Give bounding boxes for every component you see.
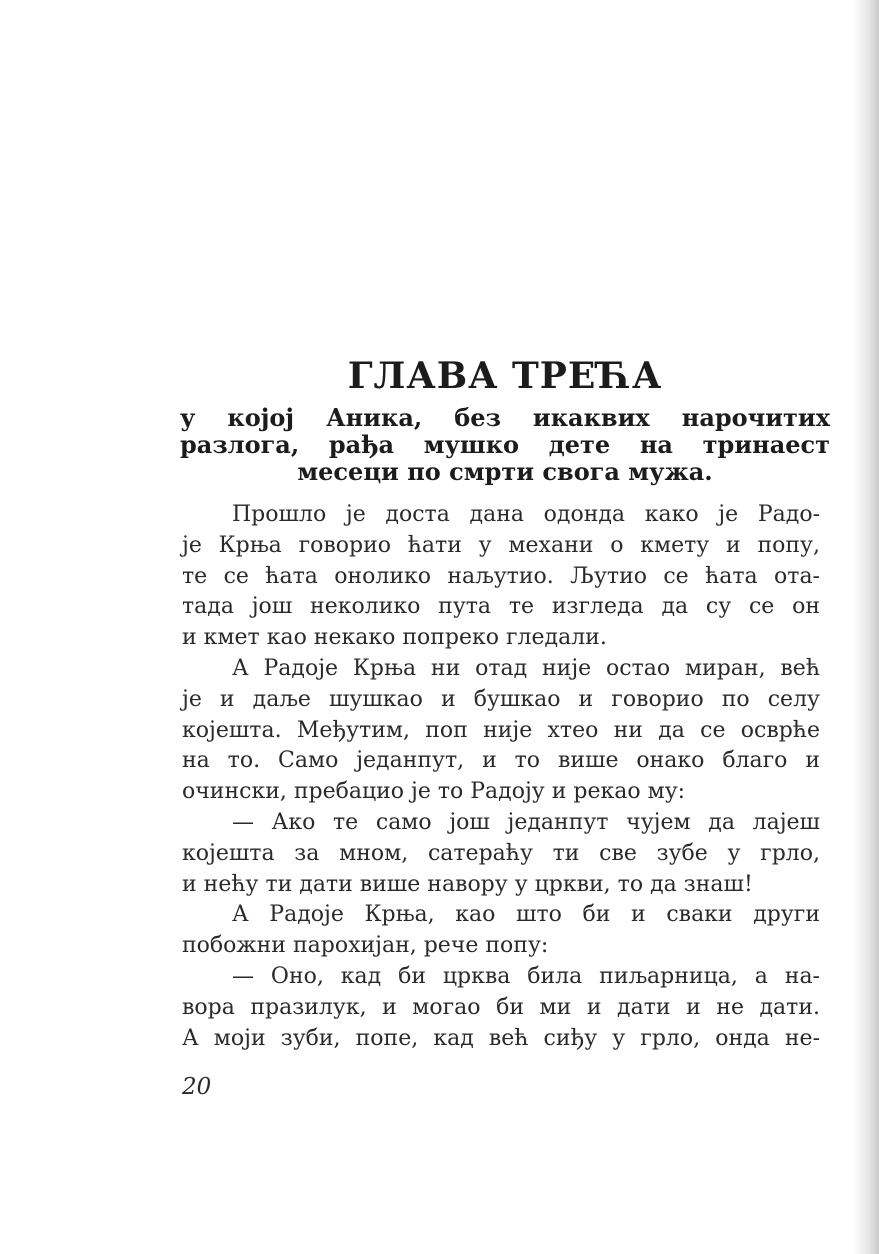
text-line: којешта за мном, сатераћу ти све зубе у грло, xyxy=(182,840,820,866)
paragraph xyxy=(182,500,820,654)
text-line: А Радоје Крња ни отад није остао миран, већ xyxy=(232,655,820,681)
text-line: и кмет као некако попреко гледали. xyxy=(182,625,607,651)
page-number: 20 xyxy=(182,1074,212,1100)
text-line: на то. Само једанпут, и то више онако благо и xyxy=(182,748,820,774)
paragraph xyxy=(182,962,820,1054)
text-line: побожни парохијан, рече попу: xyxy=(182,933,549,959)
chapter-title: ГЛАВА ТРЕЋА xyxy=(347,355,663,397)
page-edge-shadow xyxy=(853,0,879,1254)
text-line: — Оно, кад би црква била пиљарница, а на- xyxy=(232,963,820,989)
text-line: вора празилук, и могао би ми и дати и не дати. xyxy=(182,994,820,1020)
text-line: је и даље шушкао и бушкао и говорио по селу xyxy=(182,686,820,712)
text-line: А моји зуби, попе, кад већ сиђу у грло, онда не- xyxy=(182,1025,820,1051)
text-line: очински, пребацио је то Радоју и рекао му: xyxy=(182,779,686,805)
text-line: и нећу ти дати више навору у цркви, то да знаш! xyxy=(182,871,753,897)
text-line: је Крња говорио ћати у механи о кмету и попу, xyxy=(182,532,820,558)
chapter-body xyxy=(182,500,820,1054)
subtitle-line: разлога, рађа мушко дете на тринаест xyxy=(180,430,830,459)
subtitle-line: у којој Аника, без икаквих нарочитих xyxy=(180,403,830,432)
paragraph xyxy=(182,900,820,962)
text-line: — Ако те само још једанпут чујем да лајеш xyxy=(232,809,820,835)
text-line: А Радоје Крња, као што би и сваки други xyxy=(232,902,820,928)
text-line: тада још неколико пута те изгледа да су се он xyxy=(182,594,820,620)
subtitle-line: месеци по смрти свога мужа. xyxy=(297,457,713,486)
paragraph xyxy=(182,808,820,900)
paragraph xyxy=(182,654,820,808)
text-line: те се ћата онолико наљутио. Љутио се ћата ота- xyxy=(182,563,820,589)
text-line: Прошло је доста дана одонда како је Радо- xyxy=(232,502,820,527)
text-line: којешта. Међутим, поп није хтео ни да се осврће xyxy=(182,717,820,743)
chapter-subtitle xyxy=(180,404,830,485)
